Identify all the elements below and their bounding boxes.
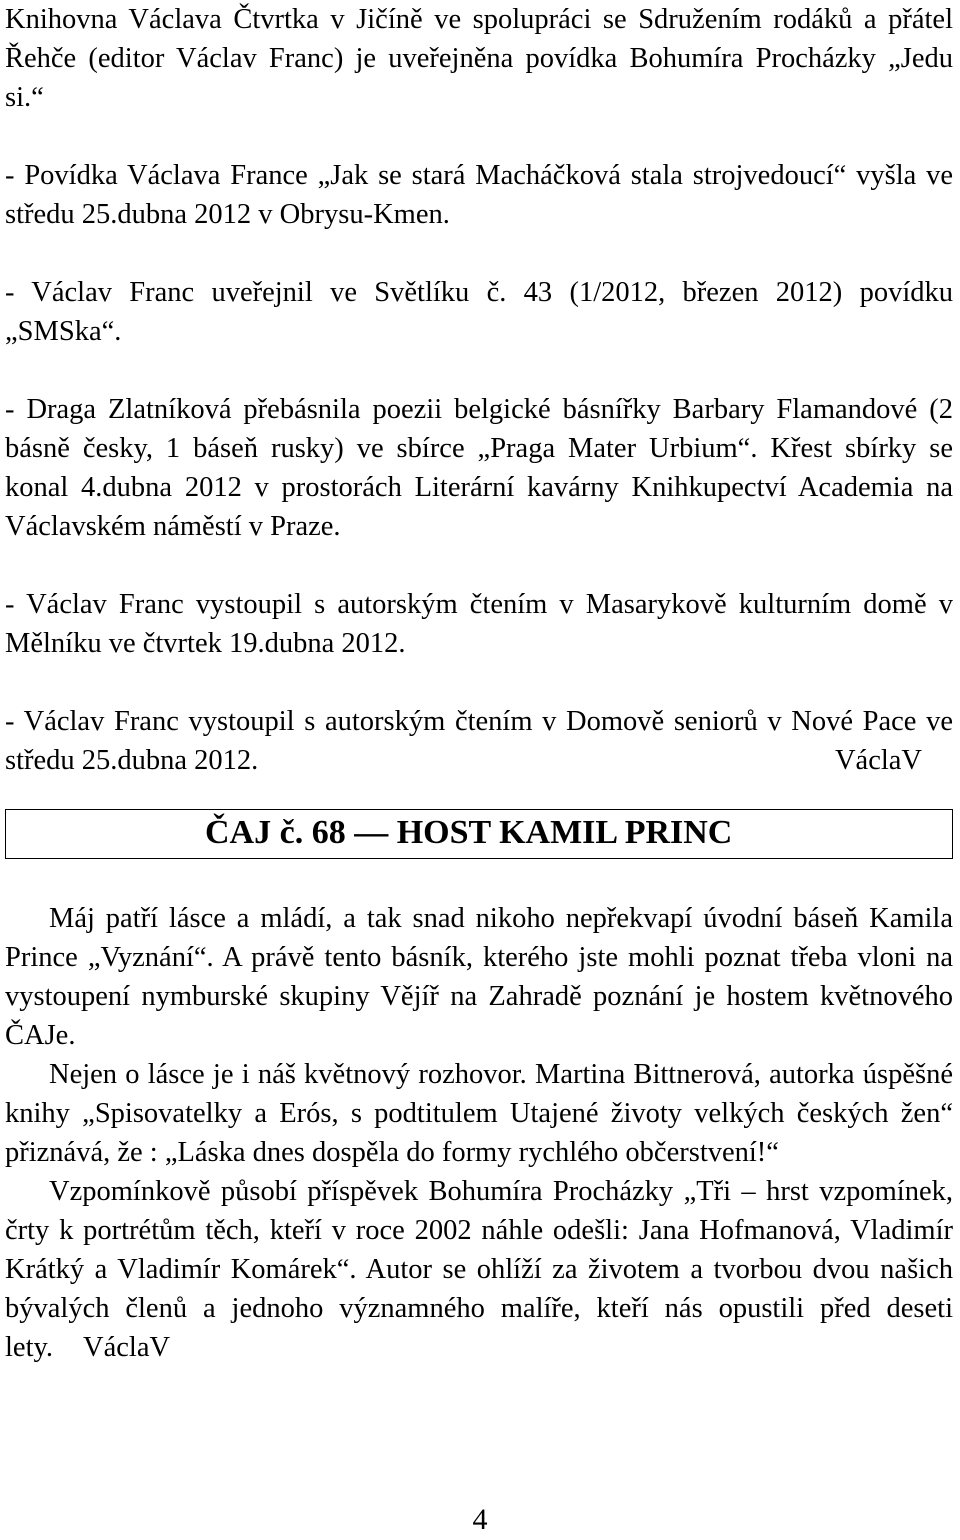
document-page — [5, 0, 953, 1367]
news-section — [5, 0, 953, 780]
news-item: Knihovna Václava Čtvrtka v Jičíně ve spolupráci se Sdružením rodáků a přátel Řehče (editor Václav Franc) je uveřejněna povídka Bohumíra Procházky „Jedu si.“ — [5, 4, 953, 113]
page-number: 4 — [472, 1503, 488, 1536]
article-signature: VáclaV — [83, 1332, 171, 1363]
news-item-last — [5, 702, 953, 780]
article-paragraph: Nejen o lásce je i náš květnový rozhovor. Martina Bittnerová, autorka úspěšné knihy „Spisovatelky a Erós, s podtitulem Utajené životy velkých českých žen“ přiznává, že : „Láska dnes dospěla do formy rychlého občerstvení!“ — [5, 1059, 953, 1168]
news-item: - Václav Franc vystoupil s autorským čtením v Masarykově kulturním domě v Mělníku ve čtvrtek 19.dubna 2012. — [5, 589, 953, 659]
article-paragraph-last — [5, 1172, 953, 1367]
section-heading-box — [5, 809, 953, 859]
article-paragraph: Máj patří lásce a mládí, a tak snad nikoho nepřekvapí úvodní báseň Kamila Prince „Vyznání“. A právě tento básník, kterého jste mohli poznat třeba vloni na vystoupení nymburské skupiny Vějíř na Zahradě poznání je hostem květnového ČAJe. — [5, 903, 953, 1051]
news-item: - Povídka Václava France „Jak se stará Macháčková stala strojvedoucí“ vyšla ve středu 25.dubna 2012 v Obrysu-Kmen. — [5, 160, 953, 230]
article-section — [5, 899, 953, 1367]
news-item: - Draga Zlatníková přebásnila poezii belgické básnířky Barbary Flamandové (2 básně česky, 1 báseň rusky) ve sbírce „Praga Mater Urbium“. Křest sbírky se konal 4.dubna 2012 v prostorách Literární kavárny Knihkupectví Academia na Václavském náměstí v Praze. — [5, 394, 953, 542]
article-paragraph-text: Vzpomínkově působí příspěvek Bohumíra Procházky „Tři – hrst vzpomínek, črty k portrétům těch, kteří v roce 2002 náhle odešli: Jana Hofmanová, Vladimír Krátký a Vladimír Komárek“. Autor se ohlíží za životem a tvorbou dvou našich bývalých členů a jednoho významného malíře, kteří nás opustili před deseti lety. — [5, 1176, 953, 1363]
section-heading: ČAJ č. 68 — HOST KAMIL PRINC — [205, 814, 733, 851]
news-signature: VáclaV — [834, 745, 922, 776]
news-item: - Václav Franc uveřejnil ve Světlíku č. 43 (1/2012, březen 2012) povídku „SMSka“. — [5, 277, 953, 347]
news-item-text: - Václav Franc vystoupil s autorským čtením v Domově seniorů v Nové Pace ve středu 25.dubna 2012. — [5, 706, 953, 776]
